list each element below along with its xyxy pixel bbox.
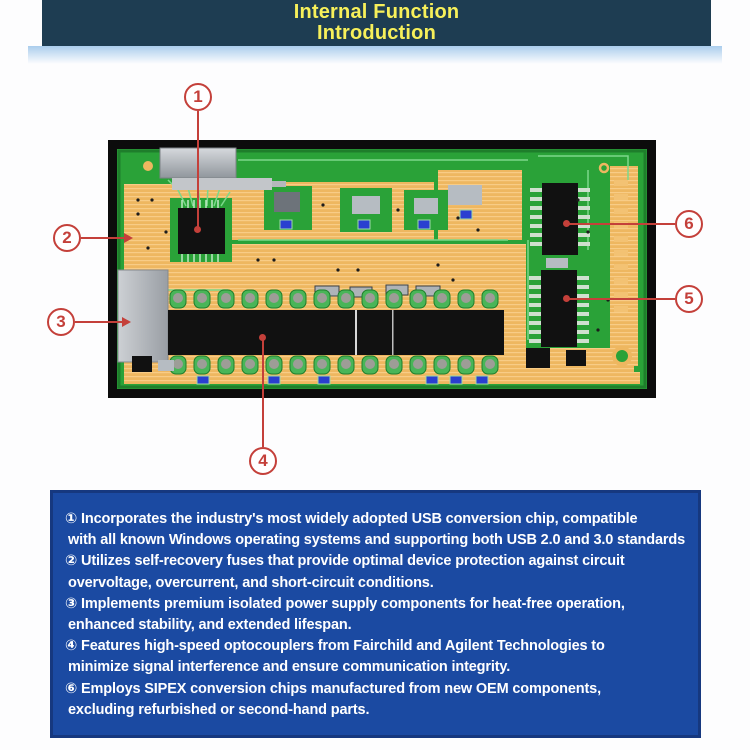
feature-2-line-2: overvoltage, overcurrent, and short-circuit conditions.	[68, 574, 434, 591]
features-panel	[50, 490, 701, 738]
page-title-line1: Internal Function	[293, 1, 460, 23]
page-title-line2: Introduction	[316, 22, 437, 44]
callout-2: 2	[53, 224, 81, 252]
feature-3-line-2: enhanced stability, and extended lifespan.	[68, 617, 352, 634]
callout-line-5	[567, 298, 675, 300]
callout-3: 3	[47, 308, 75, 336]
callout-line-4	[262, 337, 264, 447]
callout-line-6	[567, 223, 675, 225]
feature-3-line-1: ③ Implements premium isolated power supply components for heat-free operation,	[65, 595, 625, 612]
pcb-illustration	[108, 140, 656, 398]
callout-dot-1	[194, 226, 201, 233]
feature-6-line-2: excluding refurbished or second-hand parts.	[68, 701, 370, 718]
callout-dot-5	[563, 295, 570, 302]
callout-6: 6	[675, 210, 703, 238]
feature-2-line-1: ② Utilizes self-recovery fuses that provide optimal device protection against circuit	[65, 553, 625, 570]
feature-1-line-1: ① Incorporates the industry's most widely adopted USB conversion chip, compatible	[65, 511, 638, 527]
callout-line-1	[197, 111, 199, 231]
callout-5: 5	[675, 285, 703, 313]
callout-4: 4	[249, 447, 277, 475]
callout-line-2	[81, 237, 125, 239]
callout-line-3	[75, 321, 123, 323]
feature-6-line-1: ⑥ Employs SIPEX conversion chips manufactured from new OEM components,	[65, 680, 601, 697]
feature-4-line-2: minimize signal interference and ensure communication integrity.	[68, 659, 511, 676]
callout-1: 1	[184, 83, 212, 111]
feature-4-line-1: ④ Features high-speed optocouplers from Fairchild and Agilent Technologies to	[65, 638, 605, 655]
callout-arrow-2	[124, 233, 133, 243]
callout-arrow-3	[122, 317, 131, 327]
callout-dot-4	[259, 334, 266, 341]
callout-dot-6	[563, 220, 570, 227]
feature-1-line-2: with all known Windows operating systems and supporting both USB 2.0 and 3.0 standards	[68, 532, 685, 549]
